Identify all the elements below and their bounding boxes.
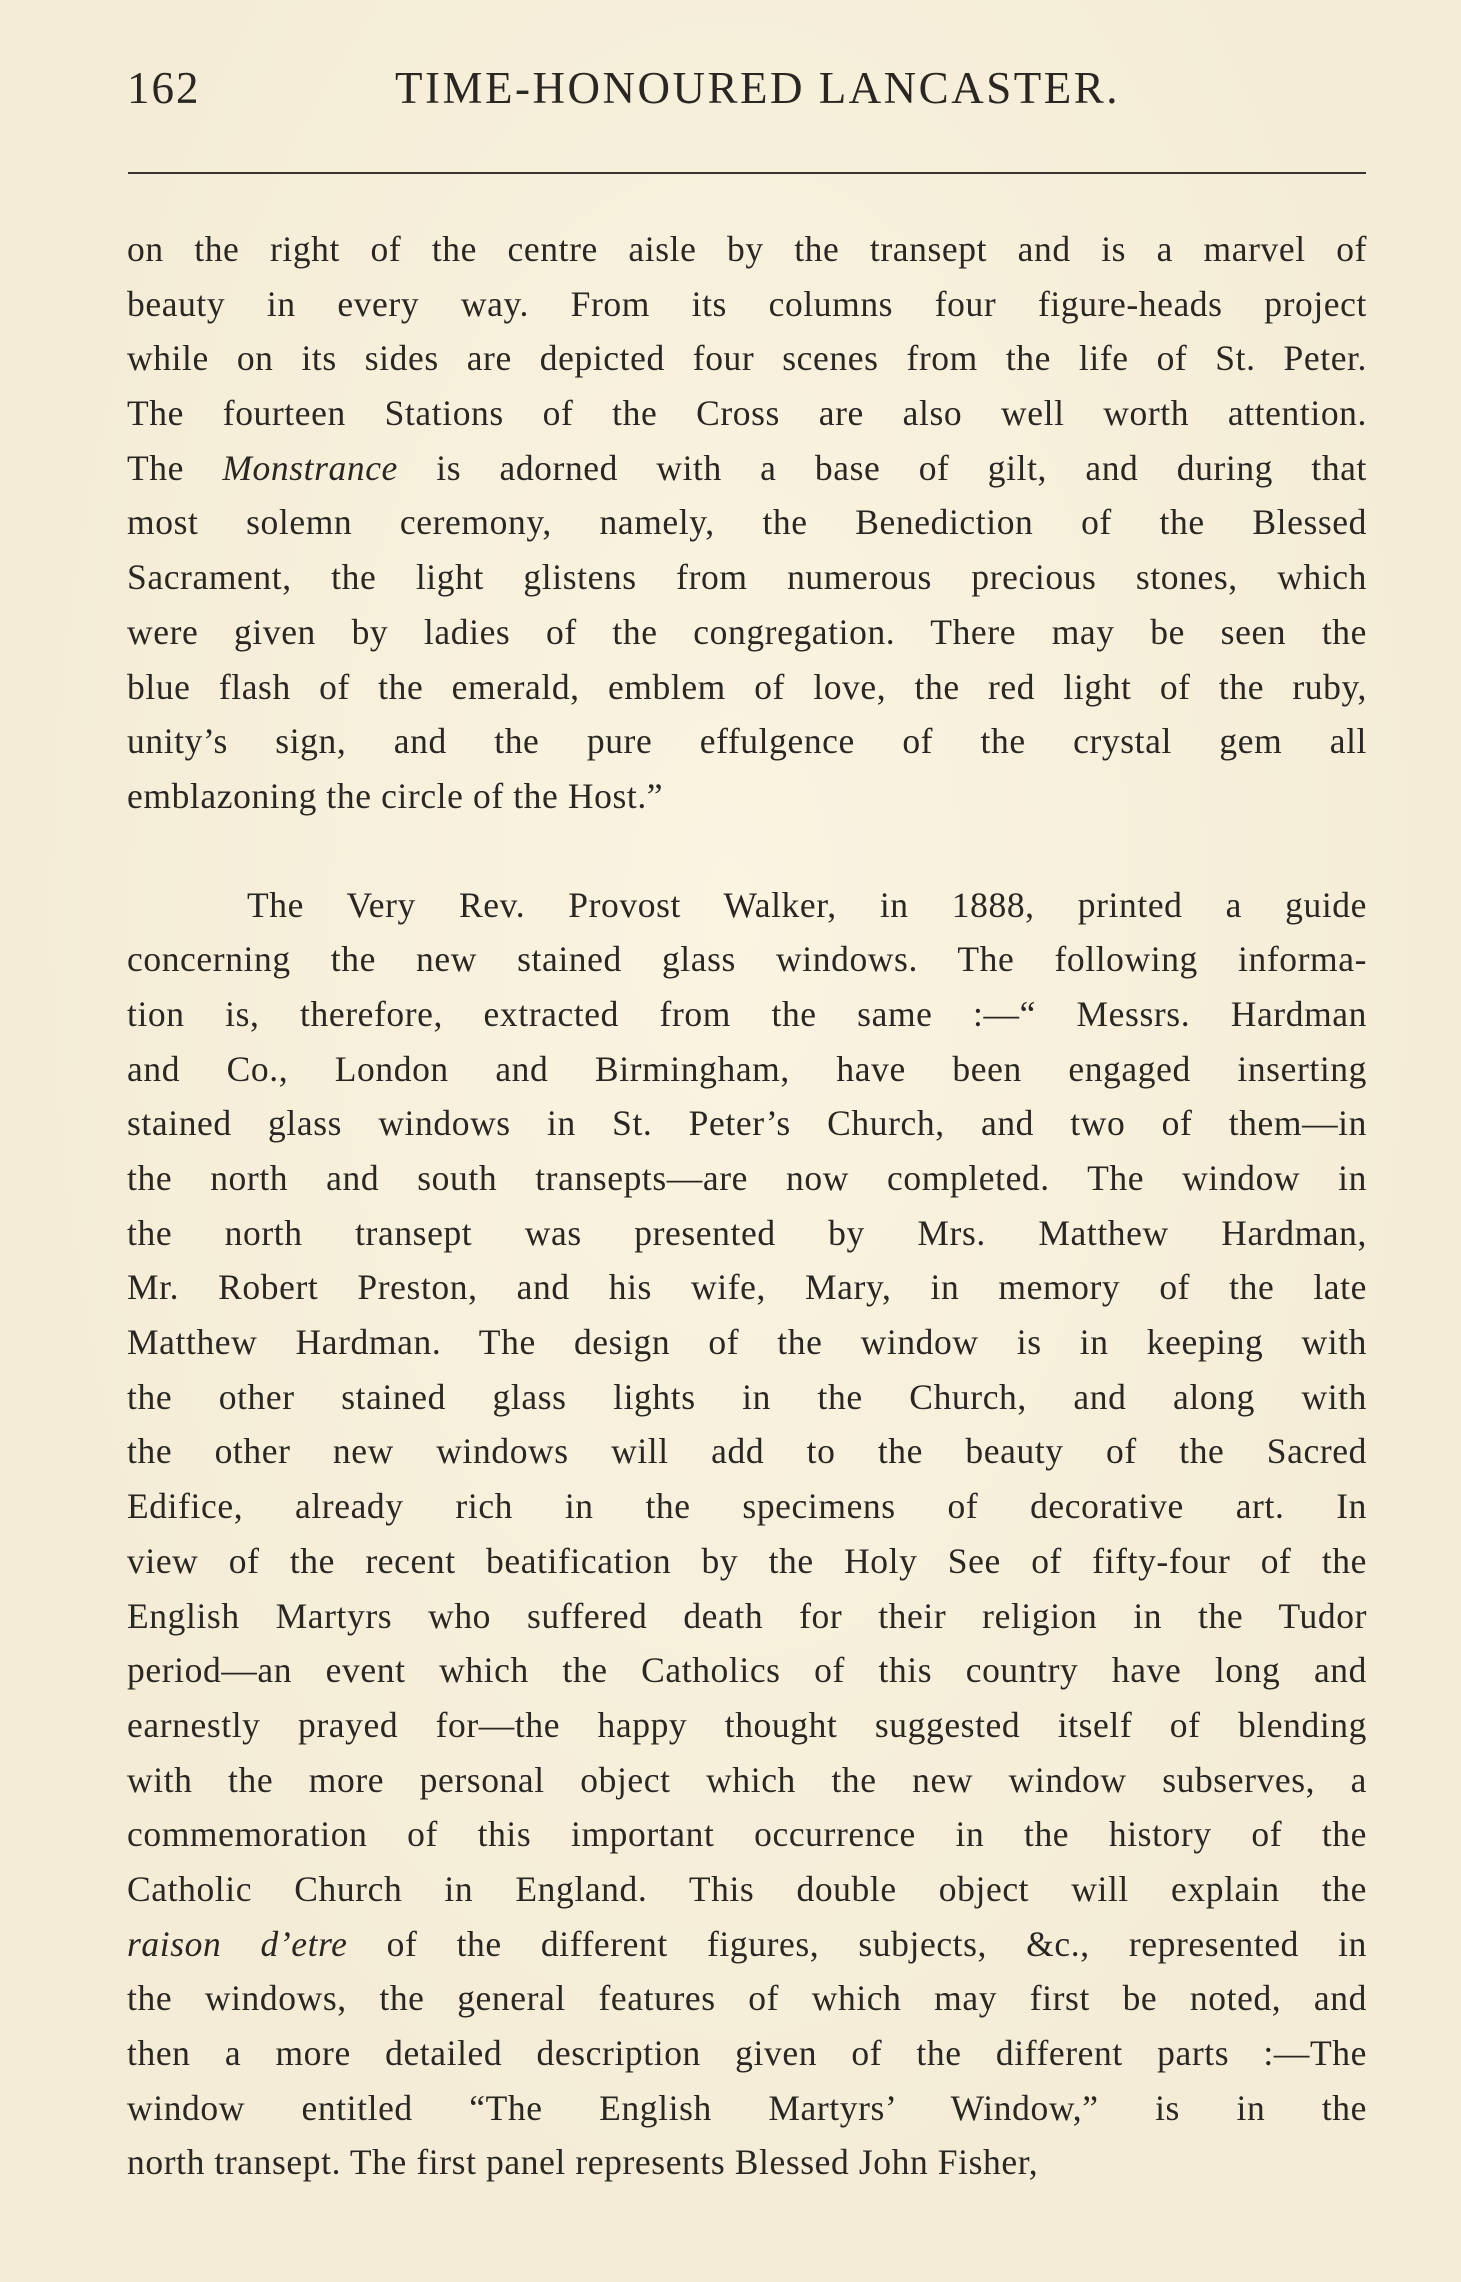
body-text: [127, 222, 1367, 2190]
text-line: window entitled “The English Martyrs’ Window,” is in the: [127, 2087, 1367, 2128]
text-line: stained glass windows in St. Peter’s Church, and two of them—in: [127, 1103, 1367, 1144]
text-line: the other stained glass lights in the Church, and along with: [127, 1376, 1367, 1417]
text-line: period—an event which the Catholics of this country have long and: [127, 1650, 1367, 1691]
text-line: beauty in every way. From its columns four figure-heads project: [127, 283, 1367, 324]
text-line: unity’s sign, and the pure effulgence of the crystal gem all: [127, 721, 1367, 762]
text-line: most solemn ceremony, namely, the Benediction of the Blessed: [127, 502, 1367, 543]
text-line: [127, 441, 1367, 496]
page-number: 162: [127, 63, 201, 113]
text-line: Mr. Robert Preston, and his wife, Mary, in memory of the late: [127, 1267, 1367, 1308]
text-line: on the right of the centre aisle by the transept and is a marvel of: [127, 229, 1367, 269]
italic-term: Monstrance: [222, 447, 398, 488]
text-line: blue flash of the emerald, emblem of love, the red light of the ruby,: [127, 666, 1367, 707]
text-segment: The: [127, 447, 223, 488]
text-line: were given by ladies of the congregation. There may be seen the: [127, 611, 1367, 652]
italic-term: raison d’etre: [127, 1923, 348, 1964]
text-line: then a more detailed description given of the different parts :—The: [127, 2033, 1367, 2073]
paragraph-2: [127, 878, 1367, 2191]
text-line: English Martyrs who suffered death for their religion in the Tudor: [127, 1595, 1367, 1636]
text-line: Edifice, already rich in the specimens of decorative art. In: [127, 1486, 1367, 1527]
text-segment: is adorned with a base of gilt, and during that: [397, 447, 1367, 488]
text-line: Catholic Church in England. This double object will explain the: [127, 1868, 1367, 1909]
running-title: TIME-HONOURED LANCASTER.: [395, 63, 1120, 113]
text-line: the north transept was presented by Mrs. Matthew Hardman,: [127, 1212, 1367, 1253]
text-line: the other new windows will add to the beauty of the Sacred: [127, 1431, 1367, 1472]
text-line: north transept. The first panel represents Blessed John Fisher,: [127, 2142, 1039, 2183]
text-line: concerning the new stained glass windows. The following informa-: [127, 939, 1367, 980]
text-line: commemoration of this important occurrence in the history of the: [127, 1814, 1367, 1855]
header-rule: [128, 172, 1366, 174]
text-line: while on its sides are depicted four scenes from the life of St. Peter.: [127, 338, 1367, 379]
text-line: The Very Rev. Provost Walker, in 1888, printed a guide: [247, 884, 1367, 925]
text-line: the windows, the general features of which may first be noted, and: [127, 1978, 1367, 2019]
paragraph-gap: [127, 824, 1367, 878]
paragraph-1: [127, 222, 1367, 824]
text-line: Matthew Hardman. The design of the window is in keeping with: [127, 1322, 1367, 1363]
running-head: [127, 62, 1367, 122]
text-line: the north and south transepts—are now completed. The window in: [127, 1158, 1367, 1198]
text-line: with the more personal object which the new window subserves, a: [127, 1759, 1367, 1800]
text-line: earnestly prayed for—the happy thought suggested itself of blending: [127, 1704, 1367, 1745]
text-line: and Co., London and Birmingham, have been engaged inserting: [127, 1048, 1367, 1089]
text-line: tion is, therefore, extracted from the same :—“ Messrs. Hardman: [127, 993, 1367, 1034]
text-line: view of the recent beatification by the Holy See of fifty-four of the: [127, 1540, 1367, 1581]
text-line: The fourteen Stations of the Cross are also well worth attention.: [127, 393, 1367, 434]
text-segment: of the different figures, subjects, &c., represented in: [347, 1923, 1367, 1964]
text-line: [127, 1917, 1367, 1972]
text-line: emblazoning the circle of the Host.”: [127, 775, 664, 816]
text-line: Sacrament, the light glistens from numerous precious stones, which: [127, 557, 1367, 598]
